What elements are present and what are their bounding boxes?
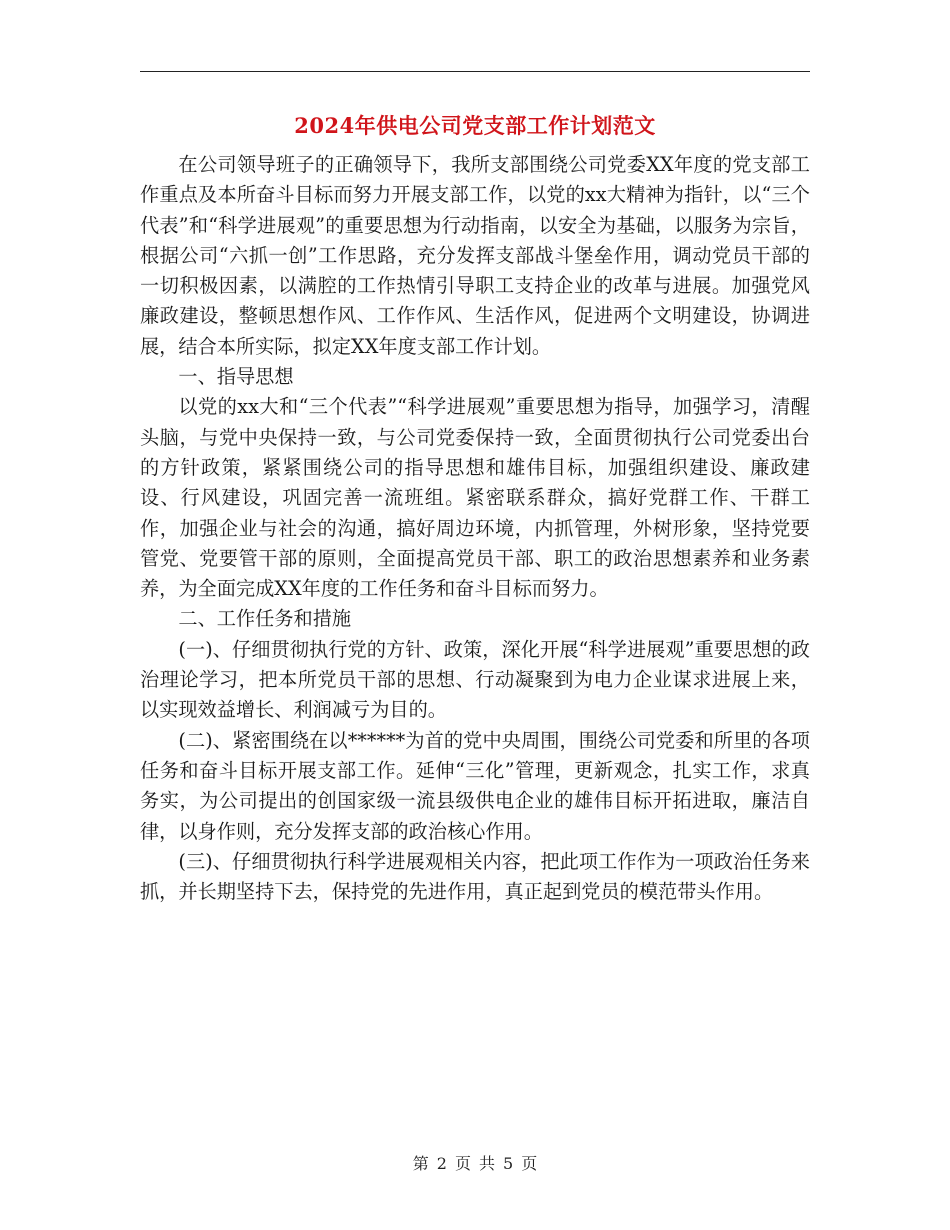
paragraph-task-2: (二)、紧密围绕在以******为首的党中央周围，围绕公司党委和所里的各项任务和奋斗目标开展支部工作。延伸“三化”管理，更新观念，扎实工作，求真务实，为公司提出的创国家级一流县级供电企业的雄伟目标开拓进取，廉洁自律，以身作则，充分发挥支部的政治核心作用。 [140, 728, 810, 843]
paragraph-task-3: (三)、仔细贯彻执行科学进展观相关内容，把此项工作作为一项政治任务来抓，并长期坚持下去，保持党的先进作用，真正起到党员的模范带头作用。 [140, 849, 810, 904]
page-footer [0, 1152, 950, 1176]
section-heading-tasks-measures: 二、工作任务和措施 [178, 607, 352, 631]
footer-page-word: 页 [454, 1154, 471, 1173]
footer-total-pages: 5 [503, 1154, 514, 1173]
footer-page-number: 2 [436, 1154, 447, 1173]
paragraph-intro: 在公司领导班子的正确领导下，我所支部围绕公司党委XX年度的党支部工作重点及本所奋斗目标而努力开展支部工作，以党的xx大精神为指针，以“三个代表”和“科学进展观”的重要思想为行动指南，以安全为基础，以服务为宗旨，根据公司“六抓一创”工作思路，充分发挥支部战斗堡垒作用，调动党员干部的一切积极因素，以满腔的工作热情引导职工支持企业的改革与进展。加强党风廉政建设，整顿思想作风、工作作风、生活作风，促进两个文明建设，协调进展，结合本所实际，拟定XX年度支部工作计划。 [140, 153, 810, 358]
footer-total-word: 页 [521, 1154, 538, 1173]
document-body [140, 150, 810, 907]
footer-prefix: 第 [412, 1154, 429, 1173]
paragraph-task-1: (一)、仔细贯彻执行党的方针、政策，深化开展“科学进展观”重要思想的政治理论学习，把本所党员干部的思想、行动凝聚到为电力企业谋求进展上来，以实现效益增长、利润减亏为目的。 [140, 637, 810, 722]
document-title: 2024年供电公司党支部工作计划范文 [294, 113, 656, 138]
section-heading-guiding-ideology: 一、指导思想 [178, 365, 294, 389]
paragraph-guiding-ideology: 以党的xx大和“三个代表”“科学进展观”重要思想为指导，加强学习，清醒头脑，与党中央保持一致，与公司党委保持一致，全面贯彻执行公司党委出台的方针政策，紧紧围绕公司的指导思想和雄伟目标，加强组织建设、廉政建设、行风建设，巩固完善一流班组。紧密联系群众，搞好党群工作、干群工作，加强企业与社会的沟通，搞好周边环境，内抓管理，外树形象，坚持党要管党、党要管干部的原则，全面提高党员干部、职工的政治思想素养和业务素养，为全面完成XX年度的工作任务和奋斗目标而努力。 [140, 395, 810, 601]
header-rule [140, 71, 810, 72]
footer-total-prefix: 共 [479, 1154, 496, 1173]
